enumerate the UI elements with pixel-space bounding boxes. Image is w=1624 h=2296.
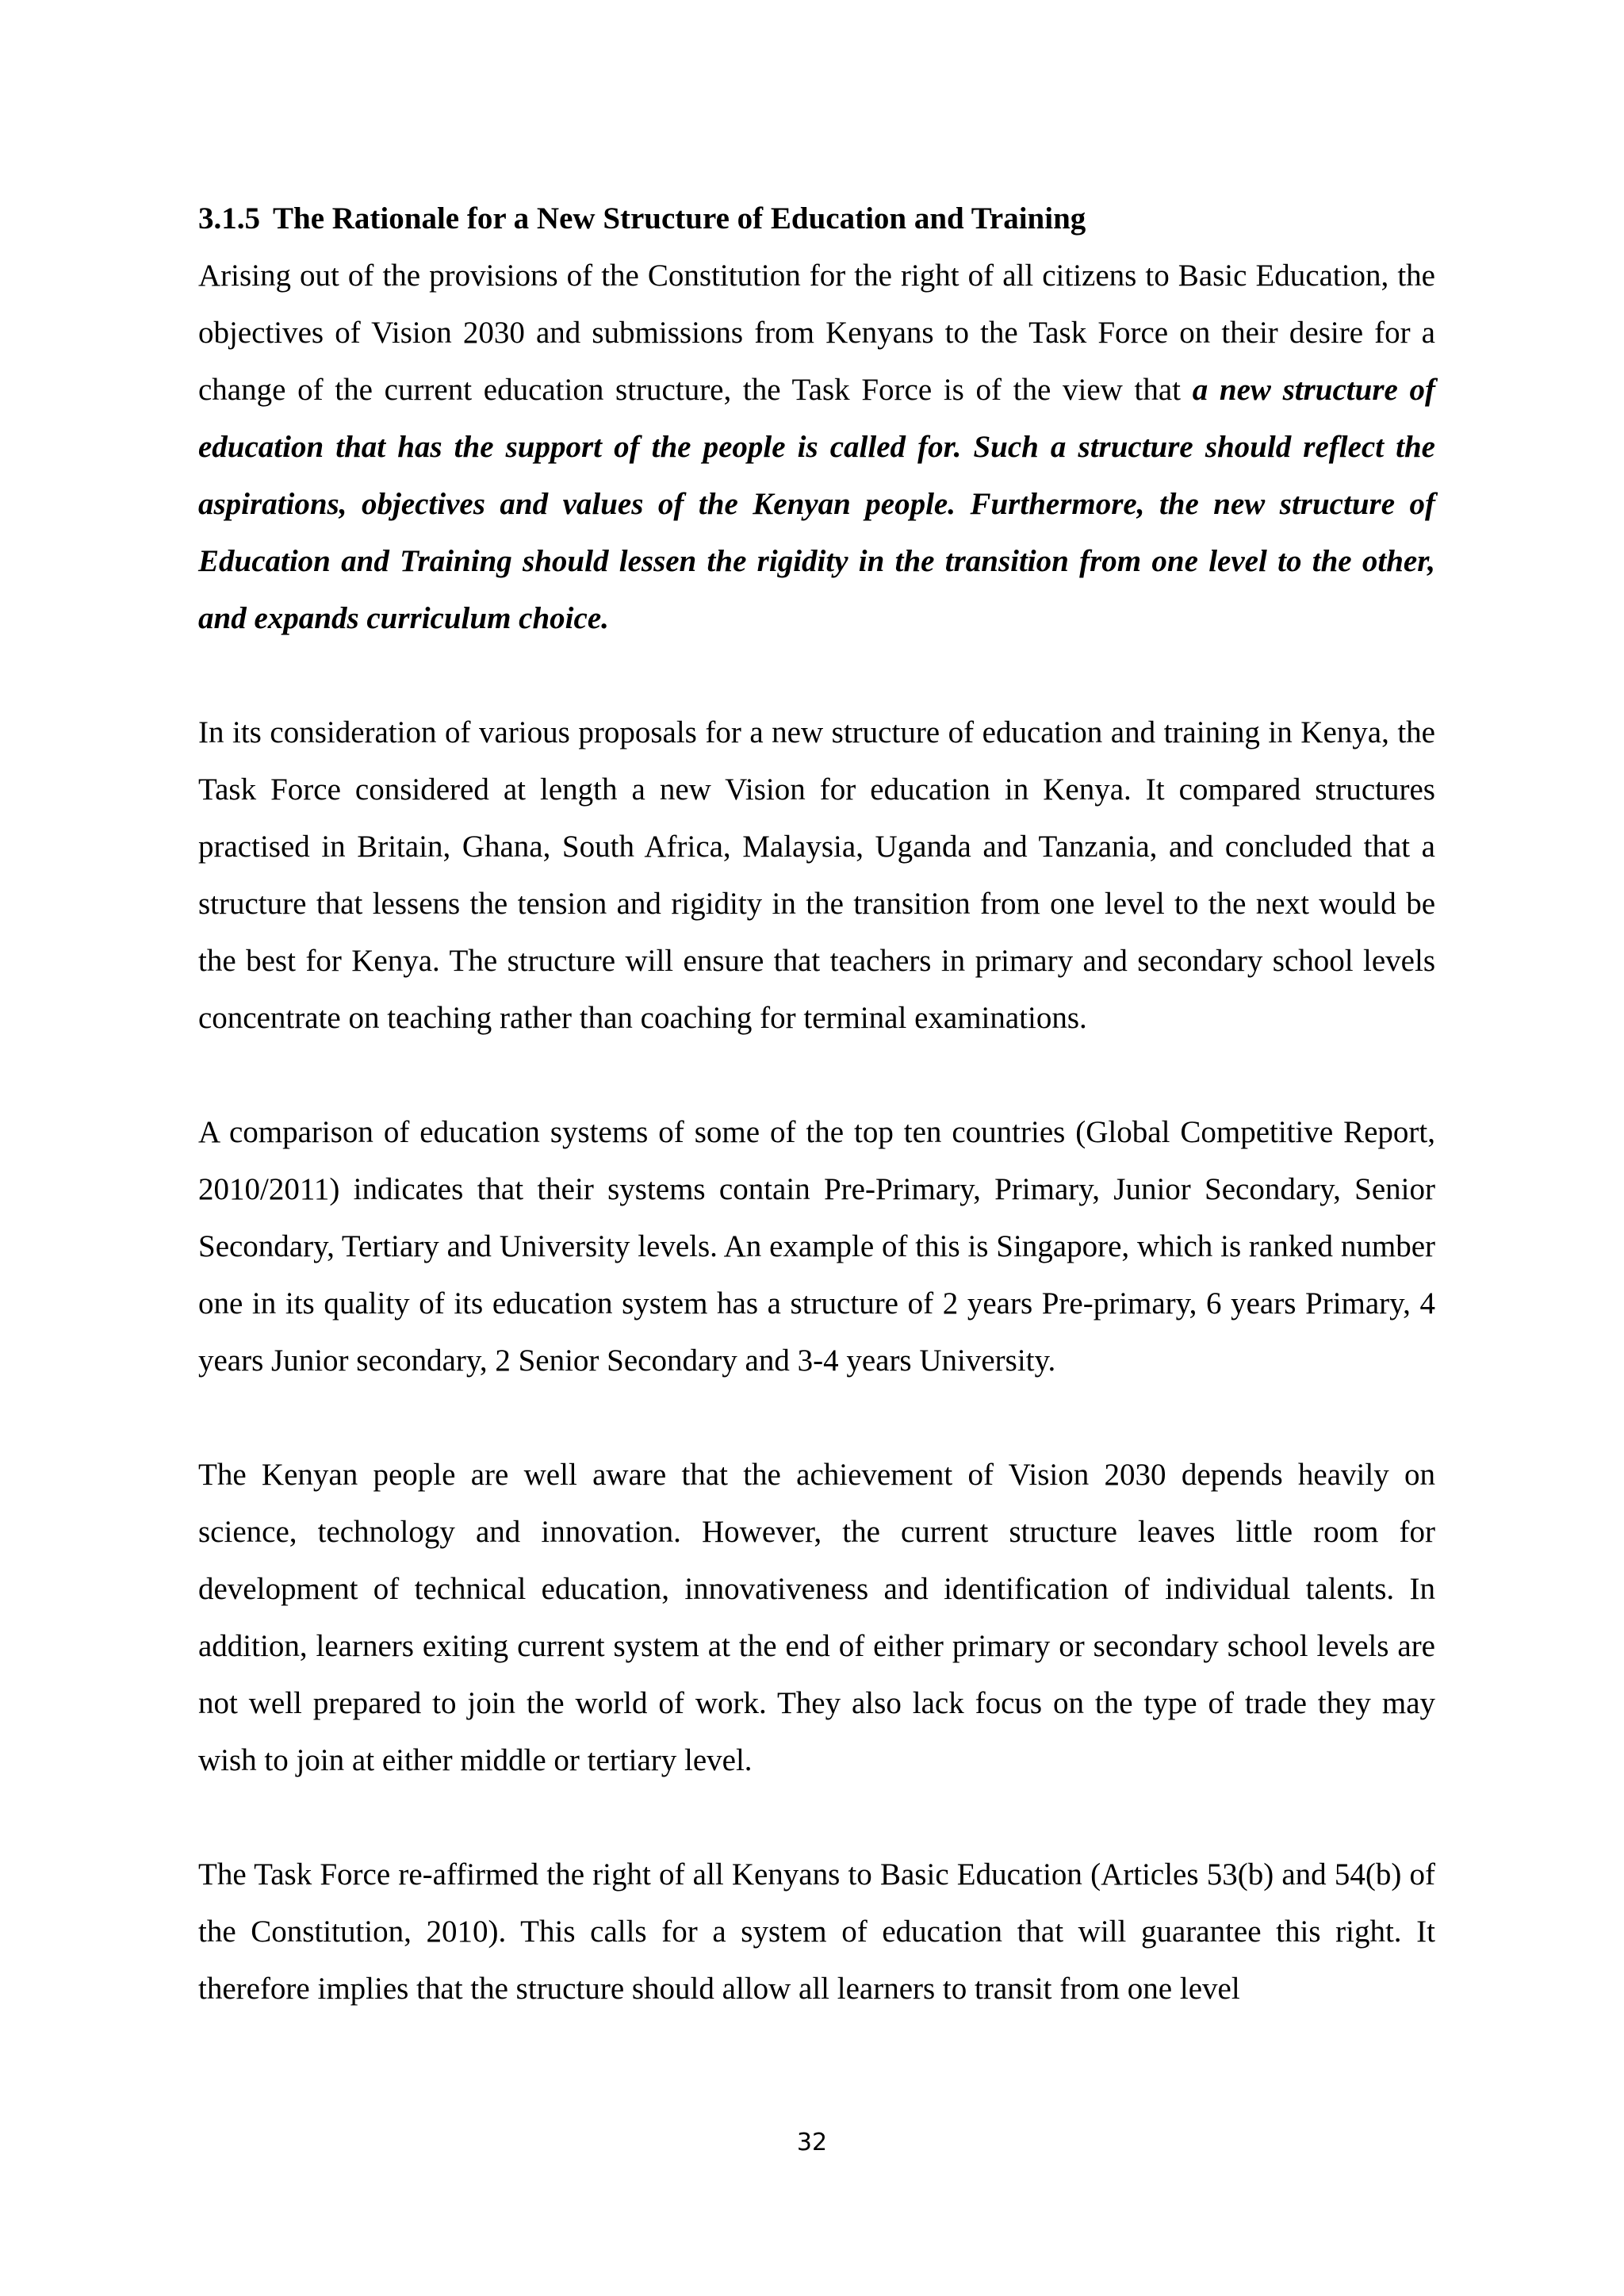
section-heading (198, 190, 1435, 247)
section-title: The Rationale for a New Structure of Education and Training (273, 201, 1086, 236)
page-content (198, 190, 1435, 2075)
paragraph-basic-education-right: The Task Force re-affirmed the right of all Kenyans to Basic Education (Articles 53(b) and 54(b) of the Constitution, 2010). This calls for a system of education that will guarantee this right. It therefore implies that the structure should allow all learners to transit from one level (198, 1857, 1435, 2006)
paragraph-proposals: In its consideration of various proposals for a new structure of education and training in Kenya, the Task Force considered at length a new Vision for education in Kenya. It compared structures practised in Britain, Ghana, South Africa, Malaysia, Uganda and Tanzania, and concluded that a structure that lessens the tension and rigidity in the transition from one level to the next would be the best for Kenya. The structure will ensure that teachers in primary and secondary school levels concentrate on teaching rather than coaching for terminal examinations. (198, 715, 1435, 1035)
page-number: 32 (796, 2129, 828, 2156)
paragraph-rationale-emphasis: a new structure of education that has the support of the people is called for. Such a structure should reflect the aspirations, objectives and values of the Kenyan people. Furthermore, the new structure of Education and Training should lessen the rigidity in the transition from one level to the other, and expands curriculum choice. (198, 373, 1435, 635)
paragraph-rationale (198, 247, 1435, 647)
section-number: 3.1.5 (198, 201, 260, 236)
paragraph-comparison: A comparison of education systems of some of the top ten countries (Global Competitive Report, 2010/2011) indicates that their systems contain Pre-Primary, Primary, Junior Secondary, Senior Secondary, Tertiary and University levels. An example of this is Singapore, which is ranked number one in its quality of its education system has a structure of 2 years Pre-primary, 6 years Primary, 4 years Junior secondary, 2 Senior Secondary and 3-4 years University. (198, 1115, 1435, 1378)
paragraph-vision-2030: The Kenyan people are well aware that the achievement of Vision 2030 depends heavily on science, technology and innovation. However, the current structure leaves little room for development of technical education, innovativeness and identification of individual talents. In addition, learners exiting current system at the end of either primary or secondary school levels are not well prepared to join the world of work. They also lack focus on the type of trade they may wish to join at either middle or tertiary level. (198, 1458, 1435, 1777)
paragraph-rationale-text: Arising out of the provisions of the Constitution for the right of all citizens to Basic Education, the objectives of Vision 2030 and submissions from Kenyans to the Task Force on their desire for a change of the current education structure, the Task Force is of the view that (198, 259, 1435, 407)
